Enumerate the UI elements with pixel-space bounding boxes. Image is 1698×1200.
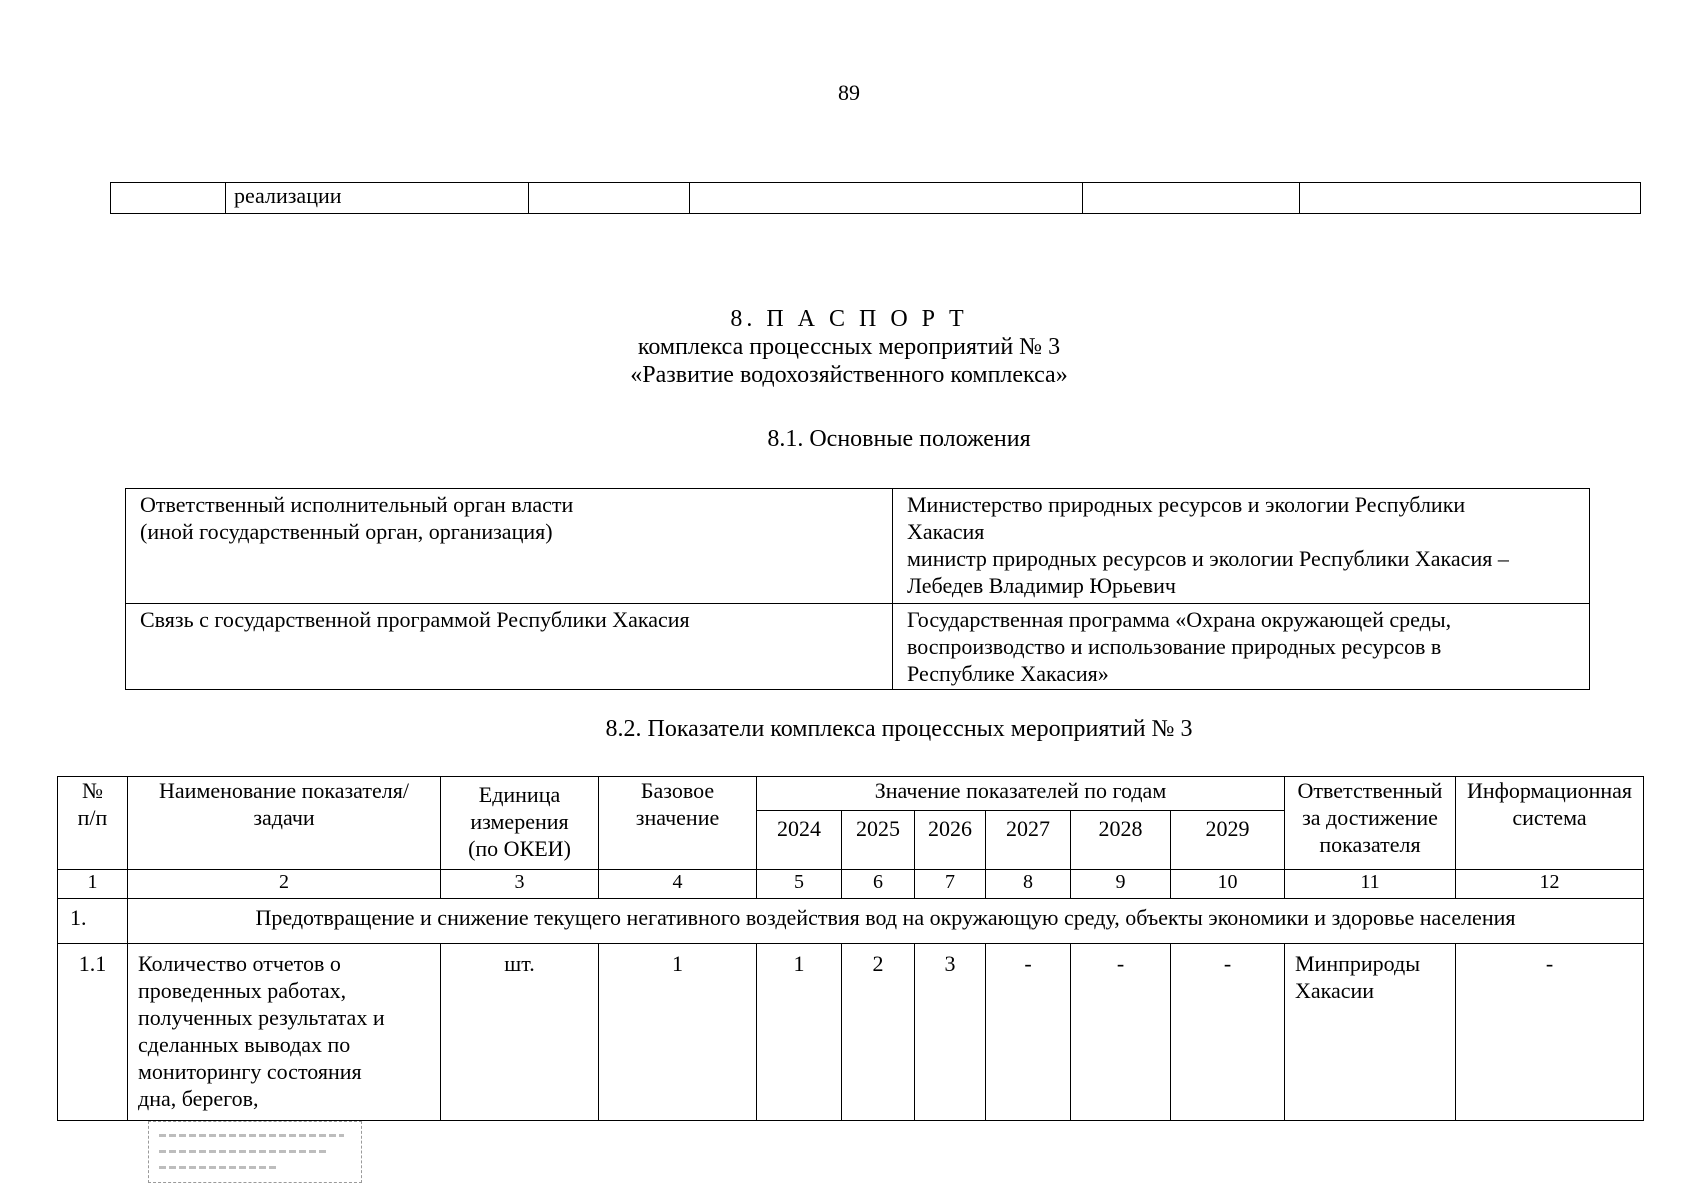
table-row bbox=[58, 944, 1644, 1121]
header-info-system bbox=[1456, 777, 1644, 870]
header-line: измерения bbox=[470, 809, 569, 834]
section-row bbox=[58, 899, 1644, 944]
column-number: 10 bbox=[1171, 870, 1285, 899]
cell-line: Министерство природных ресурсов и экологии Республики bbox=[907, 492, 1466, 517]
faded-stamp bbox=[148, 1121, 362, 1183]
row-num: 1.1 bbox=[58, 944, 128, 1121]
cell-line: Государственная программа «Охрана окружающей среды, bbox=[907, 607, 1452, 632]
header-years-group: Значение показателей по годам bbox=[757, 777, 1285, 811]
table-cell: реализации bbox=[226, 183, 529, 214]
year-value-cell: 2 bbox=[842, 944, 915, 1121]
indicator-name bbox=[128, 944, 441, 1121]
column-number: 6 bbox=[842, 870, 915, 899]
header-line: Ответственный bbox=[1297, 778, 1443, 803]
page-number: 89 bbox=[838, 80, 860, 105]
section-row-text: Предотвращение и снижение текущего негативного воздействия вод на окружающую среду, объекты экономики и здоровье населения bbox=[128, 899, 1644, 944]
table-header-row bbox=[58, 777, 1644, 811]
title-line: «Развитие водохозяйственного комплекса» bbox=[630, 362, 1068, 388]
cell-line: Количество отчетов о bbox=[138, 951, 341, 976]
header-year: 2026 bbox=[915, 811, 986, 870]
header-name bbox=[128, 777, 441, 870]
table-cell-label bbox=[126, 604, 893, 690]
header-base bbox=[599, 777, 757, 870]
cell-line: дна, берегов, bbox=[138, 1086, 259, 1111]
column-number: 1 bbox=[58, 870, 128, 899]
header-unit bbox=[441, 777, 599, 870]
cell-line: Связь с государственной программой Республики Хакасия bbox=[140, 607, 690, 632]
cell-line: полученных результатах и bbox=[138, 1005, 385, 1030]
header-line: задачи bbox=[253, 805, 315, 830]
indicators-table bbox=[57, 776, 1644, 1121]
header-line: п/п bbox=[77, 805, 108, 830]
table-row bbox=[126, 604, 1590, 690]
cell-line: Республике Хакасия» bbox=[907, 661, 1109, 686]
table-row bbox=[126, 489, 1590, 604]
year-value-cell: - bbox=[1071, 944, 1171, 1121]
table-cell bbox=[529, 183, 690, 214]
cell-line: проведенных работах, bbox=[138, 978, 347, 1003]
cell-line: Ответственный исполнительный орган власти bbox=[140, 492, 574, 517]
header-line: № bbox=[82, 778, 103, 803]
column-number: 11 bbox=[1285, 870, 1456, 899]
title-line: комплекса процессных мероприятий № 3 bbox=[637, 334, 1061, 360]
column-number: 7 bbox=[915, 870, 986, 899]
header-line: Базовое bbox=[640, 778, 715, 803]
info-system-cell: - bbox=[1456, 944, 1644, 1121]
year-value-cell: 1 bbox=[757, 944, 842, 1121]
cell-line: министр природных ресурсов и экологии Республики Хакасия – bbox=[907, 546, 1509, 571]
header-year: 2028 bbox=[1071, 811, 1171, 870]
cell-line: (иной государственный орган, организация) bbox=[140, 519, 553, 544]
cell-line: Хакасия bbox=[907, 519, 985, 544]
cell-line: воспроизводство и использование природных ресурсов в bbox=[907, 634, 1442, 659]
section-row-num: 1. bbox=[58, 899, 128, 944]
header-year: 2024 bbox=[757, 811, 842, 870]
header-line: (по ОКЕИ) bbox=[468, 836, 571, 861]
unit-cell: шт. bbox=[441, 944, 599, 1121]
header-num bbox=[58, 777, 128, 870]
column-number: 8 bbox=[986, 870, 1071, 899]
section-heading-8-2: 8.2. Показатели комплекса процессных мероприятий № 3 bbox=[605, 716, 1193, 742]
column-number: 2 bbox=[128, 870, 441, 899]
header-year: 2029 bbox=[1171, 811, 1285, 870]
table-cell-value bbox=[893, 604, 1590, 690]
header-line: Единица bbox=[478, 782, 561, 807]
year-value-cell: - bbox=[986, 944, 1071, 1121]
responsible-cell bbox=[1285, 944, 1456, 1121]
column-number: 12 bbox=[1456, 870, 1644, 899]
cell-line: сделанных выводах по bbox=[138, 1032, 351, 1057]
base-value-cell: 1 bbox=[599, 944, 757, 1121]
cell-line: Минприроды bbox=[1295, 951, 1420, 976]
column-number: 5 bbox=[757, 870, 842, 899]
table-cell-label bbox=[126, 489, 893, 604]
column-number: 3 bbox=[441, 870, 599, 899]
cell-line: мониторингу состояния bbox=[138, 1059, 362, 1084]
table-cell bbox=[1300, 183, 1641, 214]
section-heading-8-1: 8.1. Основные положения bbox=[767, 426, 1031, 452]
header-line: Наименование показателя/ bbox=[159, 778, 409, 803]
header-year: 2027 bbox=[986, 811, 1071, 870]
table-cell bbox=[690, 183, 1083, 214]
column-number: 9 bbox=[1071, 870, 1171, 899]
column-number-row bbox=[58, 870, 1644, 899]
cell-line: Лебедев Владимир Юрьевич bbox=[907, 573, 1176, 598]
header-responsible bbox=[1285, 777, 1456, 870]
header-line: за достижение bbox=[1302, 805, 1438, 830]
table-cell bbox=[1083, 183, 1300, 214]
continuation-table bbox=[110, 182, 1641, 214]
title-line: 8. П А С П О Р Т bbox=[730, 306, 968, 332]
table-row bbox=[111, 183, 1641, 214]
header-line: система bbox=[1512, 805, 1587, 830]
year-value-cell: - bbox=[1171, 944, 1285, 1121]
basic-provisions-table bbox=[125, 488, 1590, 690]
year-value-cell: 3 bbox=[915, 944, 986, 1121]
cell-line: Хакасии bbox=[1295, 978, 1375, 1003]
header-line: значение bbox=[635, 805, 720, 830]
table-cell-value bbox=[893, 489, 1590, 604]
document-title bbox=[0, 305, 1698, 389]
column-number: 4 bbox=[599, 870, 757, 899]
header-line: показателя bbox=[1319, 832, 1421, 857]
header-line: Информационная bbox=[1466, 778, 1633, 803]
table-cell bbox=[111, 183, 226, 214]
header-year: 2025 bbox=[842, 811, 915, 870]
